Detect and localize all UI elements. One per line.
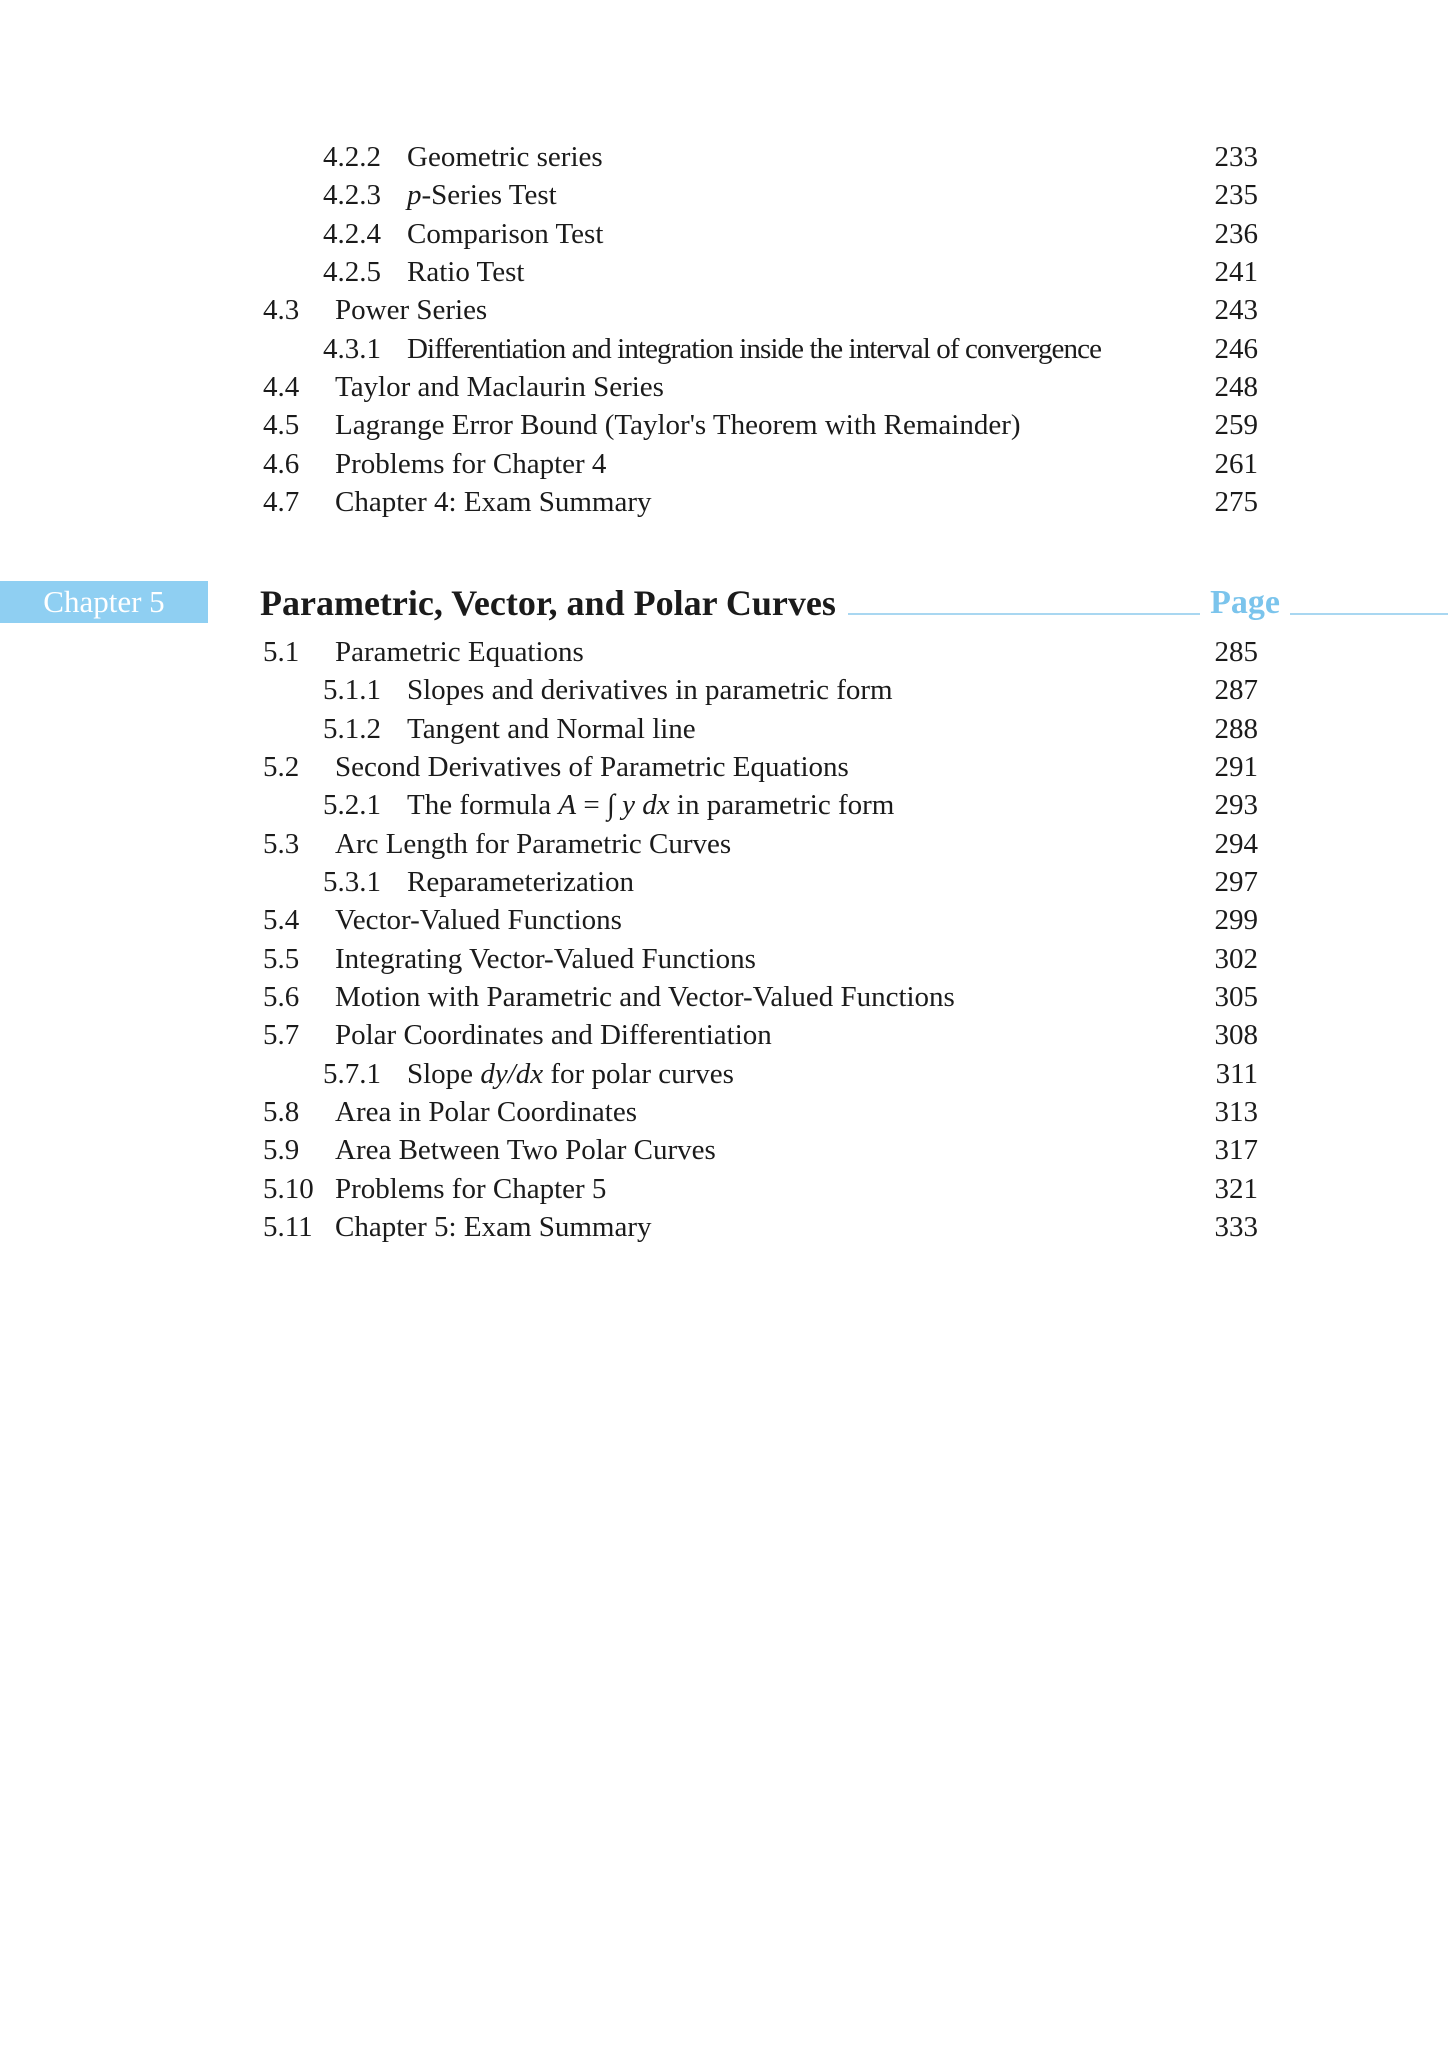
toc-entry-4.2.3[interactable] — [263, 176, 1258, 214]
page-number: 235 — [1214, 179, 1258, 212]
section-number: 4.6 — [263, 447, 300, 480]
page-number: 246 — [1214, 332, 1258, 365]
entry-title — [335, 445, 606, 483]
section-number: 5.5 — [263, 942, 300, 975]
section-number: 4.2.4 — [323, 217, 381, 250]
toc-entry-5.8[interactable] — [263, 1093, 1258, 1131]
page-number: 285 — [1214, 636, 1258, 668]
entry-title — [407, 215, 603, 253]
entry-title — [335, 483, 652, 521]
entry-title — [407, 138, 603, 176]
title-rule-left — [848, 613, 1200, 616]
toc-entry-4.7[interactable] — [263, 483, 1258, 521]
toc-entry-5.7[interactable] — [263, 1016, 1258, 1054]
toc-entry-5.7.1[interactable] — [263, 1055, 1258, 1093]
page-number: 299 — [1214, 904, 1258, 937]
title-segment: y dx — [622, 789, 670, 822]
title-segment: -Series Test — [421, 179, 557, 212]
toc-entry-5.4[interactable] — [263, 901, 1258, 939]
title-segment: Area Between Two Polar Curves — [335, 1134, 716, 1167]
page-number: 241 — [1214, 255, 1258, 288]
section-number: 5.1 — [263, 636, 300, 668]
section-number: 5.9 — [263, 1134, 300, 1167]
title-segment: for polar curves — [543, 1057, 734, 1090]
entry-title — [335, 1208, 652, 1246]
chapter-5-label-badge — [0, 581, 208, 623]
page-number: 291 — [1214, 750, 1258, 783]
section-number: 5.3.1 — [323, 865, 381, 898]
title-segment: Parametric Equations — [335, 636, 584, 668]
title-segment: Slope — [407, 1057, 481, 1090]
section-number: 5.7 — [263, 1019, 300, 1052]
title-segment: Reparameterization — [407, 865, 635, 898]
section-number: 5.2.1 — [323, 789, 381, 822]
title-segment: Polar Coordinates and Differentiation — [335, 1019, 772, 1052]
section-number: 4.3.1 — [323, 332, 381, 365]
title-segment: Comparison Test — [407, 217, 604, 250]
entry-title — [335, 1093, 637, 1131]
toc-entry-5.2[interactable] — [263, 748, 1258, 786]
page-number: 302 — [1214, 942, 1258, 975]
page-number: 305 — [1214, 980, 1258, 1013]
page-number: 259 — [1214, 409, 1258, 442]
section-number: 4.2.3 — [323, 179, 381, 212]
title-segment: dy/dx — [480, 1057, 544, 1090]
section-number: 5.6 — [263, 980, 300, 1013]
toc-entry-4.4[interactable] — [263, 368, 1258, 406]
section-number: 5.1.2 — [323, 712, 381, 745]
section-number: 5.2 — [263, 750, 300, 783]
toc-entry-5.1.2[interactable] — [263, 710, 1258, 748]
title-segment: Power Series — [335, 294, 488, 327]
page-number: 248 — [1214, 370, 1258, 403]
toc-entry-5.9[interactable] — [263, 1131, 1258, 1169]
entry-title — [335, 1170, 606, 1208]
section-number: 5.8 — [263, 1095, 300, 1128]
title-segment: Problems for Chapter 4 — [335, 447, 607, 480]
entry-title — [335, 633, 584, 671]
page-number: 317 — [1214, 1134, 1258, 1167]
entry-title — [407, 176, 557, 214]
title-segment: p — [407, 179, 422, 212]
title-segment: Arc Length for Parametric Curves — [335, 827, 732, 860]
chapter5-toc-block — [263, 633, 1258, 1246]
chapter4-toc-block — [263, 138, 1258, 521]
page-number: 311 — [1215, 1057, 1258, 1090]
section-number: 5.10 — [263, 1172, 314, 1205]
section-number: 4.4 — [263, 370, 300, 403]
section-number: 5.11 — [263, 1210, 313, 1243]
title-segment: Lagrange Error Bound (Taylor's Theorem with Remainder) — [335, 409, 1021, 442]
entry-title — [335, 978, 955, 1016]
toc-entry-5.3[interactable] — [263, 825, 1258, 863]
page-number: 287 — [1214, 674, 1258, 707]
toc-entry-4.3[interactable] — [263, 291, 1258, 329]
title-segment: = ∫ — [576, 789, 623, 822]
entry-title — [335, 406, 1021, 444]
page-number: 293 — [1214, 789, 1258, 822]
toc-entry-5.5[interactable] — [263, 940, 1258, 978]
toc-entry-5.6[interactable] — [263, 978, 1258, 1016]
toc-entry-4.2.4[interactable] — [263, 215, 1258, 253]
entry-title — [335, 1131, 716, 1169]
section-number: 4.2.2 — [323, 141, 381, 173]
toc-entry-5.1[interactable] — [263, 633, 1258, 671]
page-number: 243 — [1214, 294, 1258, 327]
toc-entry-5.11[interactable] — [263, 1208, 1258, 1246]
entry-title — [335, 1016, 772, 1054]
section-number: 5.1.1 — [323, 674, 381, 707]
entry-title — [335, 368, 664, 406]
title-segment: Integrating Vector-Valued Functions — [335, 942, 756, 975]
toc-entry-4.3.1[interactable] — [263, 330, 1258, 368]
toc-entry-5.10[interactable] — [263, 1170, 1258, 1208]
title-segment: Area in Polar Coordinates — [335, 1095, 638, 1128]
entry-title — [335, 940, 756, 978]
entry-title — [407, 671, 893, 709]
title-segment: A — [558, 789, 577, 822]
page-number: 275 — [1214, 485, 1258, 518]
title-segment: Tangent and Normal line — [407, 712, 696, 745]
section-number: 4.3 — [263, 294, 300, 327]
title-segment: The formula — [407, 789, 559, 822]
title-segment: Chapter 5: Exam Summary — [335, 1210, 652, 1243]
entry-title — [407, 786, 894, 824]
page-number: 313 — [1214, 1095, 1258, 1128]
title-segment: Motion with Parametric and Vector-Valued Functions — [335, 980, 955, 1013]
title-segment: Ratio Test — [407, 255, 525, 288]
title-segment: Taylor and Maclaurin Series — [335, 370, 664, 403]
entry-title — [335, 291, 487, 329]
chapter-5-title: Parametric, Vector, and Polar Curves — [260, 583, 836, 623]
entry-title — [335, 901, 622, 939]
chapter-5-header — [260, 580, 1448, 626]
toc-entry-5.3.1[interactable] — [263, 863, 1258, 901]
section-number: 4.5 — [263, 409, 300, 442]
title-segment: Chapter 4: Exam Summary — [335, 485, 652, 518]
title-segment: Problems for Chapter 5 — [335, 1172, 607, 1205]
entry-title — [335, 825, 731, 863]
title-segment: Slopes and derivatives in parametric form — [407, 674, 893, 707]
page-number: 233 — [1214, 141, 1258, 173]
section-number: 5.7.1 — [323, 1057, 381, 1090]
entry-title — [407, 710, 696, 748]
entry-title — [407, 253, 524, 291]
page-number: 288 — [1214, 712, 1258, 745]
page-number: 236 — [1214, 217, 1258, 250]
title-segment: Vector-Valued Functions — [335, 904, 622, 937]
title-segment: Geometric series — [407, 141, 603, 173]
page-number: 308 — [1214, 1019, 1258, 1052]
entry-title — [407, 330, 1101, 368]
entry-title — [335, 748, 849, 786]
title-segment: in parametric form — [669, 789, 895, 822]
page-column-label: Page — [1210, 584, 1280, 621]
chapter-5-label: Chapter 5 — [43, 584, 165, 619]
page-number: 333 — [1214, 1210, 1258, 1243]
section-number: 4.7 — [263, 485, 300, 518]
title-segment: Second Derivatives of Parametric Equations — [335, 750, 849, 783]
entry-title — [407, 1055, 734, 1093]
section-number: 5.3 — [263, 827, 300, 860]
page-number: 261 — [1214, 447, 1258, 480]
toc-entry-5.2.1[interactable] — [263, 786, 1258, 824]
toc-entry-4.5[interactable] — [263, 406, 1258, 444]
page-number: 294 — [1214, 827, 1258, 860]
section-number: 4.2.5 — [323, 255, 381, 288]
page-number: 321 — [1214, 1172, 1258, 1205]
page-number: 297 — [1214, 865, 1258, 898]
title-rule-right — [1290, 613, 1448, 616]
toc-entry-5.1.1[interactable] — [263, 671, 1258, 709]
title-segment: Differentiation and integration inside the interval of convergence — [407, 332, 1102, 365]
toc-entry-4.2.2[interactable] — [263, 138, 1258, 176]
toc-entry-4.2.5[interactable] — [263, 253, 1258, 291]
toc-entry-4.6[interactable] — [263, 445, 1258, 483]
entry-title — [407, 863, 634, 901]
section-number: 5.4 — [263, 904, 300, 937]
